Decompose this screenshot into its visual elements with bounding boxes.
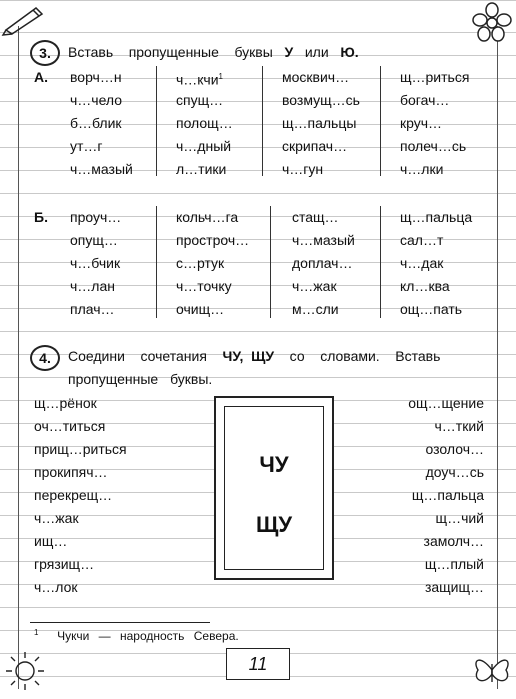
- word-text: круч…: [400, 115, 443, 131]
- footnote-text: Чукчи — народность Севера.: [57, 629, 239, 643]
- word-cell: [176, 160, 226, 178]
- instr-letter-yu: Ю.: [340, 44, 359, 60]
- word-text: ч…мазый: [292, 232, 355, 248]
- instr-shchu: ЩУ: [251, 348, 275, 364]
- right-word: щ…плый: [424, 556, 484, 572]
- word-text: щ…пальцы: [282, 115, 357, 131]
- syllable-chu: ЧУ: [259, 452, 289, 477]
- word-cell: [176, 137, 231, 155]
- left-word: прокипяч…: [34, 464, 108, 480]
- word-text: ут…г: [70, 138, 103, 154]
- word-text: спущ…: [176, 92, 224, 108]
- footnote-mark: 1: [34, 628, 39, 637]
- word-cell: [400, 277, 450, 295]
- word-text: щ…риться: [400, 69, 470, 85]
- word-text: ощ…пать: [400, 301, 463, 317]
- right-word: ч…ткий: [434, 418, 484, 434]
- word-text: ч…точку: [176, 278, 232, 294]
- word-text: скрипач…: [282, 138, 348, 154]
- word-text: ворч…н: [70, 69, 122, 85]
- word-cell: [400, 137, 466, 155]
- word-cell: [70, 254, 120, 272]
- word-text: ч…гун: [282, 161, 324, 177]
- syllable-shchu: ЩУ: [255, 512, 293, 537]
- word-cell: [400, 231, 443, 249]
- left-word: ч…лок: [34, 579, 78, 595]
- word-cell: [400, 160, 443, 178]
- word-cell: [282, 91, 360, 109]
- word-text: плач…: [70, 301, 115, 317]
- right-word: ощ…щение: [408, 395, 484, 411]
- column-separator: [156, 66, 157, 176]
- right-word: щ…чий: [435, 510, 484, 526]
- word-cell: [70, 137, 103, 155]
- instr-word: или: [304, 44, 329, 60]
- word-cell: [176, 91, 223, 109]
- word-cell: [70, 68, 122, 86]
- word-text: ч…лан: [70, 278, 115, 294]
- column-separator: [380, 66, 381, 176]
- task-3-number: 3.: [30, 40, 60, 66]
- word-text: опущ…: [70, 232, 118, 248]
- word-cell: [292, 277, 337, 295]
- word-cell: [292, 208, 339, 226]
- column-separator: [262, 66, 263, 176]
- left-word: щ…рёнок: [34, 395, 97, 411]
- left-word: прищ…риться: [34, 441, 127, 457]
- word-text: ч…дный: [176, 138, 232, 154]
- word-text: б…блик: [70, 115, 122, 131]
- word-cell: [176, 114, 233, 132]
- footnote: [34, 625, 239, 644]
- column-separator: [270, 206, 271, 318]
- word-text: м…сли: [292, 301, 339, 317]
- footnote-ref: 1: [218, 72, 223, 81]
- right-word: замолч…: [423, 533, 484, 549]
- instr-word: сочетания: [140, 348, 207, 364]
- word-text: ч…кчи: [176, 71, 219, 88]
- word-cell: [176, 231, 249, 249]
- word-cell: [176, 254, 224, 272]
- word-cell: [176, 300, 224, 318]
- left-word: грязищ…: [34, 556, 95, 572]
- right-word: озолоч…: [425, 441, 484, 457]
- word-cell: [292, 254, 352, 272]
- word-cell: [176, 277, 232, 295]
- word-text: щ…пальца: [400, 209, 473, 225]
- word-text: кольч…га: [176, 209, 239, 225]
- right-word: доуч…сь: [425, 464, 484, 480]
- word-cell: [400, 300, 462, 318]
- word-text: кл…ква: [400, 278, 450, 294]
- word-text: полощ…: [176, 115, 233, 131]
- instr-letter-u: У: [284, 44, 294, 60]
- word-cell: [282, 114, 356, 132]
- column-separator: [156, 206, 157, 318]
- instr-word: буквы: [234, 44, 273, 60]
- right-word: защищ…: [424, 579, 484, 595]
- word-cell: [70, 208, 121, 226]
- word-cell: [400, 254, 443, 272]
- word-cell: [400, 208, 472, 226]
- instr-word: пропущенные: [128, 44, 219, 60]
- word-text: полеч…сь: [400, 138, 467, 154]
- word-text: стащ…: [292, 209, 339, 225]
- word-text: ч…чело: [70, 92, 123, 108]
- word-text: ч…жак: [292, 278, 337, 294]
- word-text: ч…дак: [400, 255, 444, 271]
- word-cell: [176, 208, 238, 226]
- word-text: москвич…: [282, 69, 350, 85]
- task-4-number: 4.: [30, 345, 60, 371]
- word-text: доплач…: [292, 255, 353, 271]
- task-4-instruction-line1: [68, 347, 440, 365]
- word-cell: [70, 91, 122, 109]
- word-cell: [70, 277, 115, 295]
- section-a-label: А.: [34, 69, 48, 85]
- word-cell: [282, 68, 349, 86]
- left-word: оч…титься: [34, 418, 106, 434]
- task-3-instruction: [68, 43, 428, 61]
- pencil-icon: [0, 2, 46, 36]
- left-word: перекрещ…: [34, 487, 113, 503]
- word-cell: [70, 231, 118, 249]
- syllable-box: [214, 396, 334, 580]
- word-cell: [70, 300, 115, 318]
- word-text: проуч…: [70, 209, 122, 225]
- left-word: ч…жак: [34, 510, 79, 526]
- word-cell: [282, 160, 323, 178]
- instr-word: Соедини: [68, 348, 125, 364]
- page-number: 11: [226, 648, 290, 680]
- word-text: ч…бчик: [70, 255, 121, 271]
- instr-word: Вставь: [395, 348, 441, 364]
- word-text: простроч…: [176, 232, 250, 248]
- word-text: ч…мазый: [70, 161, 133, 177]
- instr-word: словами.: [320, 348, 380, 364]
- word-cell: [282, 137, 347, 155]
- word-cell: [70, 160, 133, 178]
- sun-icon: [2, 648, 48, 694]
- word-text: богач…: [400, 92, 450, 108]
- task-4-instruction-line2: пропущенные буквы.: [68, 371, 213, 387]
- word-cell: [400, 91, 449, 109]
- butterfly-icon: [470, 648, 514, 692]
- instr-word: Вставь: [68, 44, 114, 60]
- instr-word: со: [289, 348, 305, 364]
- instr-chu: ЧУ,: [222, 348, 244, 364]
- word-text: л…тики: [176, 161, 227, 177]
- syllable-box-inner: [224, 406, 324, 570]
- word-text: возмущ…сь: [282, 92, 360, 108]
- word-text: ч…лки: [400, 161, 444, 177]
- word-cell: [176, 68, 223, 89]
- section-b-label: Б.: [34, 209, 48, 225]
- column-separator: [380, 206, 381, 318]
- footnote-rule: [30, 622, 210, 623]
- word-text: с…ртук: [176, 255, 225, 271]
- word-cell: [292, 300, 339, 318]
- right-word: щ…пальца: [411, 487, 484, 503]
- word-cell: [70, 114, 122, 132]
- word-cell: [400, 68, 469, 86]
- word-cell: [292, 231, 355, 249]
- word-text: сал…т: [400, 232, 444, 248]
- word-text: очищ…: [176, 301, 225, 317]
- word-cell: [400, 114, 442, 132]
- flower-icon: [472, 2, 512, 42]
- left-word: ищ…: [34, 533, 68, 549]
